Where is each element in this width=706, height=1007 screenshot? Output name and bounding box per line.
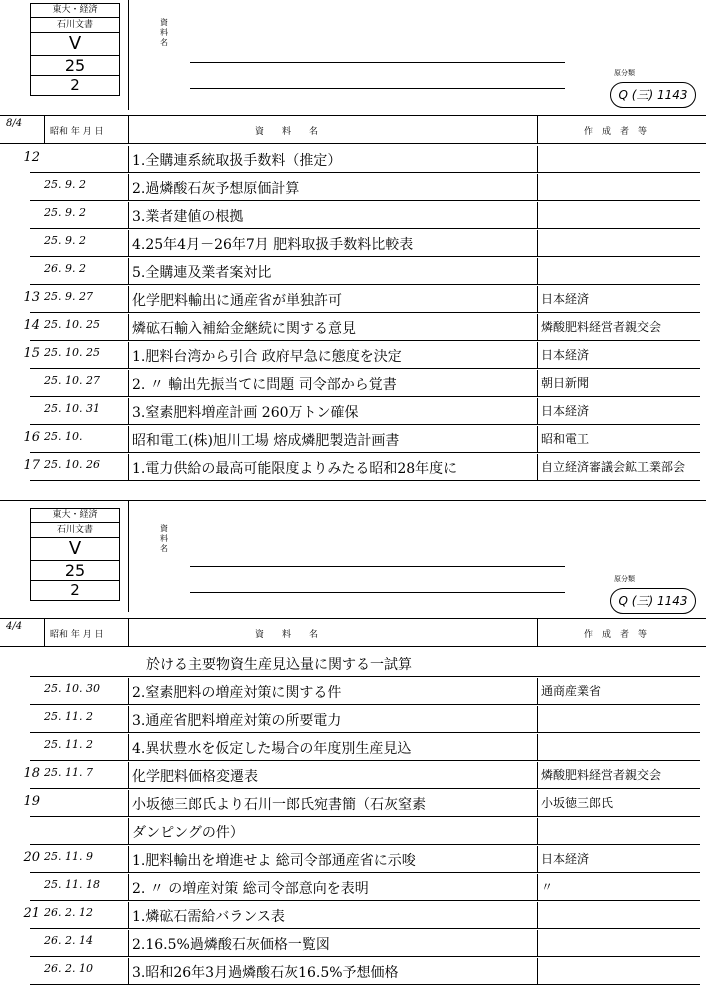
entry-date: 25. 11. 9 [44, 850, 93, 863]
index-card-1 [0, 0, 706, 500]
entry-author: 小坂徳三郎氏 [541, 796, 614, 810]
entry-title: 1.電力供給の最高可能限度よりみたる昭和28年度に [132, 461, 458, 477]
entry-date: 25. 10. 25 [44, 346, 100, 359]
entry-number: 13 [23, 290, 40, 305]
list-item [0, 454, 706, 482]
list-item [0, 202, 706, 230]
entry-title: 3.昭和26年3月過燐酸石灰16.5%予想価格 [132, 965, 399, 981]
margin-mark: 8/4 [6, 118, 23, 129]
entry-date: 25. 11. 2 [44, 738, 93, 751]
entry-title: 2.窒素肥料の増産対策に関する件 [132, 685, 342, 701]
doc-name-label: 資料名 [160, 524, 168, 553]
entry-date: 25. 10. 25 [44, 318, 100, 331]
list-item [0, 902, 706, 930]
stamp-collection: 石川文書 [31, 18, 119, 33]
list-item [0, 734, 706, 762]
stamp-volume: V [31, 33, 119, 56]
entry-date: 25. 10. 27 [44, 374, 100, 387]
entry-author: 日本経済 [541, 292, 590, 306]
entry-title: 2.過燐酸石灰予想原価計算 [132, 181, 300, 197]
archive-stamp [30, 3, 120, 96]
entry-date: 26. 2. 14 [44, 934, 93, 947]
index-card-2 [0, 500, 706, 1007]
continuation-row [0, 650, 706, 678]
list-item [0, 678, 706, 706]
archive-stamp [30, 508, 120, 601]
entry-date: 25. 10. 26 [44, 458, 100, 471]
entry-date: 26. 2. 12 [44, 906, 93, 919]
entry-title: 1.全購連系統取扱手数料（推定） [132, 153, 342, 169]
entry-number: 21 [23, 906, 40, 921]
entry-title: ダンピングの件） [132, 825, 244, 841]
entry-title: 化学肥料価格変遷表 [132, 769, 258, 785]
list-item [0, 818, 706, 846]
list-item [0, 958, 706, 986]
stamp-volume: V [31, 538, 119, 561]
entry-date: 25. 10. [44, 430, 83, 443]
entry-date: 26. 2. 10 [44, 962, 93, 975]
list-item [0, 874, 706, 902]
list-item [0, 706, 706, 734]
list-item [0, 286, 706, 314]
entry-number: 15 [23, 346, 40, 361]
entry-date: 25. 11. 7 [44, 766, 93, 779]
entry-title: 昭和電工(株)旭川工場 熔成燐肥製造計画書 [132, 433, 400, 449]
entry-author: 日本経済 [541, 404, 590, 418]
list-item [0, 426, 706, 454]
list-item [0, 790, 706, 818]
date-column-header: 昭和 年 月 日 [50, 127, 104, 137]
entry-date: 26. 9. 2 [44, 262, 86, 275]
stamp-number: 25 [31, 56, 119, 76]
original-class-label: 原分類 [614, 575, 635, 583]
stamp-number: 25 [31, 561, 119, 581]
entry-date: 25. 11. 2 [44, 710, 93, 723]
stamp-sub-number: 2 [70, 76, 80, 94]
author-column-header: 作 成 者 等 [584, 127, 648, 137]
entry-number: 17 [23, 458, 40, 473]
entry-title: 1.燐砿石需給バランス表 [132, 909, 285, 925]
entry-title: 2. 〃 の増産対策 総司令部意向を表明 [132, 881, 369, 897]
entry-date: 25. 11. 18 [44, 878, 100, 891]
entry-number: 14 [23, 318, 40, 333]
entry-number: 19 [23, 794, 40, 809]
list-item [0, 930, 706, 958]
doc-name-label: 資料名 [160, 18, 168, 47]
entry-author: 燐酸肥料経営者親交会 [541, 320, 662, 334]
entry-title: 燐砿石輸入補給金継続に関する意見 [132, 321, 356, 337]
entry-date: 25. 9. 2 [44, 206, 86, 219]
date-column-header: 昭和 年 月 日 [50, 630, 104, 640]
list-item [0, 370, 706, 398]
entry-number: 18 [23, 766, 40, 781]
list-item [0, 146, 706, 174]
original-class-code: Q (三) 1143 [610, 588, 696, 614]
entry-author: 昭和電工 [541, 432, 590, 446]
entry-number: 20 [23, 850, 40, 865]
entry-title: 2.16.5%過燐酸石灰価格一覧図 [132, 937, 330, 953]
entry-date: 25. 10. 31 [44, 402, 100, 415]
entry-title: 4.異状豊水を仮定した場合の年度別生産見込 [132, 741, 412, 757]
entry-title: 3.通産省肥料増産対策の所要電力 [132, 713, 342, 729]
entry-title: 化学肥料輸出に通産省が単独許可 [132, 293, 342, 309]
entry-number: 16 [23, 430, 40, 445]
list-item [0, 846, 706, 874]
entry-author: 〃 [541, 880, 554, 894]
author-column-header: 作 成 者 等 [584, 630, 648, 640]
entry-author: 自立経済審議会鉱工業部会 [541, 460, 686, 474]
title-column-header: 資 料 名 [255, 630, 319, 640]
entry-title: 3.業者建値の根拠 [132, 209, 244, 225]
list-item [0, 762, 706, 790]
list-item [0, 258, 706, 286]
entry-date: 25. 9. 27 [44, 290, 93, 303]
entry-author: 通商産業省 [541, 684, 602, 698]
list-item [0, 314, 706, 342]
title-column-header: 資 料 名 [255, 127, 319, 137]
entry-title: 5.全購連及業者案対比 [132, 265, 272, 281]
entry-author: 朝日新聞 [541, 376, 590, 390]
entry-title: 3.窒素肥料増産計画 260万トン確保 [132, 405, 359, 421]
entry-author: 日本経済 [541, 348, 590, 362]
entry-title: 小坂徳三郎氏より石川一郎氏宛書簡（石灰窒素 [132, 797, 426, 813]
entry-title: 4.25年4月－26年7月 肥料取扱手数料比較表 [132, 237, 414, 253]
entry-number: 12 [23, 150, 40, 165]
margin-mark: 4/4 [6, 621, 23, 632]
original-class-code: Q (三) 1143 [610, 82, 696, 108]
stamp-sub-number: 2 [70, 581, 80, 599]
original-class-label: 原分類 [614, 69, 635, 77]
list-item [0, 174, 706, 202]
entry-author: 日本経済 [541, 852, 590, 866]
continuation-title: 於ける主要物資生産見込量に関する一試算 [146, 657, 412, 673]
entry-title: 2. 〃 輸出先振当てに問題 司令部から覚書 [132, 377, 397, 393]
list-item [0, 230, 706, 258]
entry-date: 25. 9. 2 [44, 178, 86, 191]
entry-date: 25. 9. 2 [44, 234, 86, 247]
entry-title: 1.肥料台湾から引合 政府早急に態度を決定 [132, 349, 402, 365]
entry-title: 1.肥料輸出を増進せよ 総司令部通産省に示唆 [132, 853, 416, 869]
list-item [0, 398, 706, 426]
stamp-institution: 東大・経済 [31, 509, 119, 523]
entry-date: 25. 10. 30 [44, 682, 100, 695]
list-item [0, 342, 706, 370]
stamp-institution: 東大・経済 [31, 4, 119, 18]
stamp-collection: 石川文書 [31, 523, 119, 538]
entry-author: 燐酸肥料経営者親交会 [541, 768, 662, 782]
